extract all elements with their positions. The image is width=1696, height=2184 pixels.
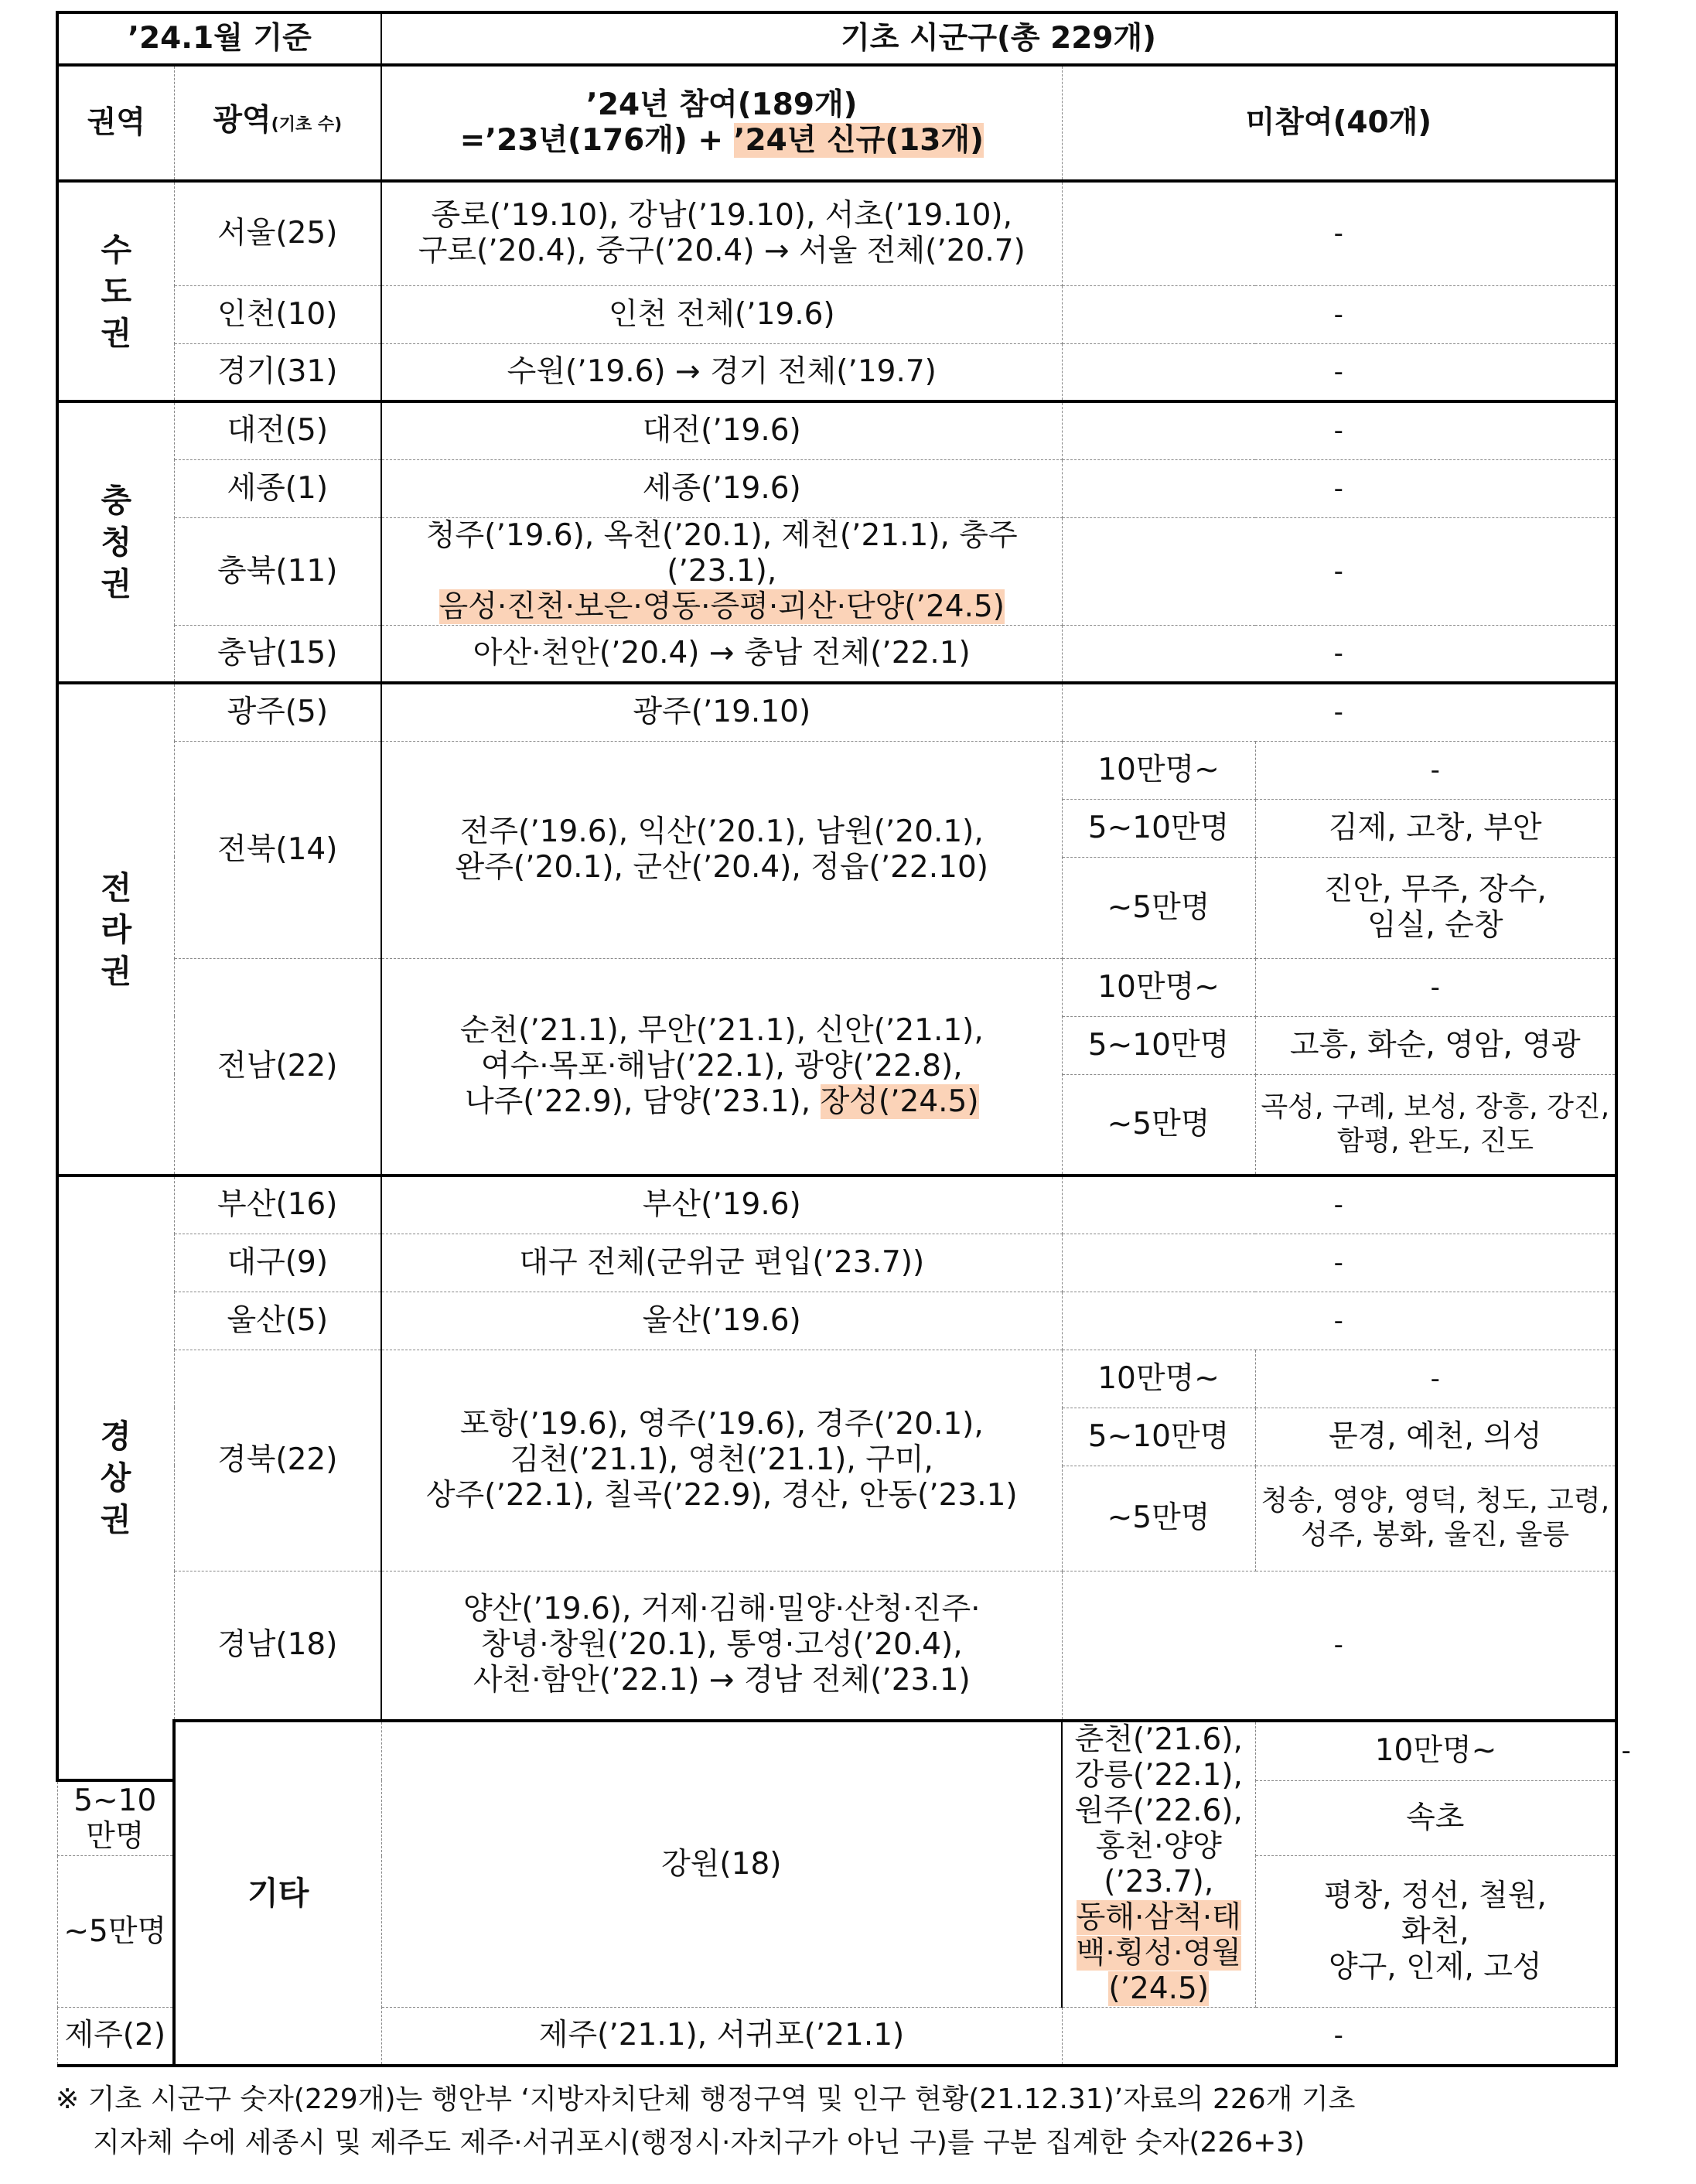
- nonpart-busan: -: [1062, 1176, 1616, 1234]
- region-jeolla: 전 라 권: [57, 683, 174, 1176]
- nonpart-gangwon-50k-100k: 속초: [1255, 1780, 1616, 1855]
- nonpart-seoul: -: [1062, 181, 1616, 285]
- nonpart-daejeon: -: [1062, 401, 1616, 459]
- pop-band-under-50k-gangwon: ~5만명: [57, 1856, 174, 2008]
- participate-busan: 부산(’19.6): [381, 1176, 1062, 1234]
- metro-jeonbuk: 전북(14): [174, 741, 381, 958]
- metro-jeonnam: 전남(22): [174, 958, 381, 1176]
- new-highlight: 장성(’24.5): [820, 1083, 979, 1119]
- participate-jeonnam: 순천(’21.1), 무안(’21.1), 신안(’21.1), 여수·목포·해남(’22.1), 광양(’22.8), 나주(’22.9), 담양(’23.1), 장성(’24.5): [381, 958, 1062, 1176]
- pop-band-50k-100k-jeonnam: 5~10만명: [1062, 1016, 1255, 1074]
- nonpart-jeonnam-100k: -: [1255, 958, 1616, 1016]
- new-highlight: 동해·삼척·태백·횡성·영월(’24.5): [1076, 1900, 1241, 2006]
- nonpart-gyeongbuk-under-50k: 청송, 영양, 영덕, 청도, 고령, 성주, 봉화, 울진, 울릉: [1255, 1466, 1616, 1571]
- pop-band-100k-gyeongbuk: 10만명~: [1062, 1350, 1255, 1408]
- nonpart-chungnam: -: [1062, 625, 1616, 683]
- pop-band-50k-100k-jeonbuk: 5~10만명: [1062, 799, 1255, 857]
- participate-sejong: 세종(’19.6): [381, 459, 1062, 517]
- new-highlight: 음성·진천·보은·영동·증평·괴산·단양(’24.5): [439, 589, 1005, 624]
- document: [56, 11, 1631, 2165]
- region-etc: 기타: [174, 1721, 381, 2066]
- participate-chungbuk: 청주(’19.6), 옥천(’20.1), 제천(’21.1), 충주(’23.1), 음성·진천·보은·영동·증평·괴산·단양(’24.5): [381, 517, 1062, 625]
- metro-gwangju: 광주(5): [174, 683, 381, 741]
- nonpart-incheon: -: [1062, 285, 1616, 343]
- nonpart-jeonnam-under-50k: 곡성, 구례, 보성, 장흥, 강진, 함평, 완도, 진도: [1255, 1074, 1616, 1176]
- metro-sejong: 세종(1): [174, 459, 381, 517]
- region-gyeongsang: 경 상 권: [57, 1176, 174, 1780]
- metro-chungbuk: 충북(11): [174, 517, 381, 625]
- footnote-line-1: ※ 기초 시군구 숫자(229개)는 행안부 ‘지방자치단체 행정구역 및 인구 현황(21.12.31)’자료의 226개 기초: [56, 2083, 1356, 2115]
- nonpart-chungbuk: -: [1062, 517, 1616, 625]
- nonpart-gyeonggi: -: [1062, 343, 1616, 401]
- metro-gyeongbuk: 경북(22): [174, 1350, 381, 1571]
- metro-gyeonggi: 경기(31): [174, 343, 381, 401]
- region-capital: 수 도 권: [57, 181, 174, 401]
- participate-daegu: 대구 전체(군위군 편입(’23.7)): [381, 1234, 1062, 1292]
- nonpart-ulsan: -: [1062, 1292, 1616, 1350]
- nonpart-sejong: -: [1062, 459, 1616, 517]
- new-highlight: ’24년 신규(13개): [733, 123, 984, 158]
- participate-chungnam: 아산·천안(’20.4) → 충남 전체(’22.1): [381, 625, 1062, 683]
- metro-jeju: 제주(2): [57, 2008, 174, 2066]
- header-metro: 광역(기초 수): [174, 65, 381, 181]
- participate-gwangju: 광주(’19.10): [381, 683, 1062, 741]
- pop-band-100k-jeonbuk: 10만명~: [1062, 741, 1255, 799]
- nonpart-gwangju: -: [1062, 683, 1616, 741]
- metro-daegu: 대구(9): [174, 1234, 381, 1292]
- participate-seoul: 종로(’19.10), 강남(’19.10), 서초(’19.10), 구로(’20.4), 중구(’20.4) → 서울 전체(’20.7): [381, 181, 1062, 285]
- metro-chungnam: 충남(15): [174, 625, 381, 683]
- pop-band-100k-gangwon: 10만명~: [1255, 1721, 1616, 1780]
- participate-daejeon: 대전(’19.6): [381, 401, 1062, 459]
- nonpart-gangwon-under-50k: 평창, 정선, 철원, 화천, 양구, 인제, 고성: [1255, 1856, 1616, 2008]
- metro-ulsan: 울산(5): [174, 1292, 381, 1350]
- nonpart-gyeongbuk-50k-100k: 문경, 예천, 의성: [1255, 1408, 1616, 1466]
- nonpart-jeonbuk-under-50k: 진안, 무주, 장수, 임실, 순창: [1255, 857, 1616, 958]
- participate-incheon: 인천 전체(’19.6): [381, 285, 1062, 343]
- metro-busan: 부산(16): [174, 1176, 381, 1234]
- metro-gangwon: 강원(18): [381, 1721, 1062, 2008]
- participate-gyeongbuk: 포항(’19.6), 영주(’19.6), 경주(’20.1), 김천(’21.1), 영천(’21.1), 구미, 상주(’22.1), 칠곡(’22.9), 경산, 안동(’23.1): [381, 1350, 1062, 1571]
- nonpart-gyeongbuk-100k: -: [1255, 1350, 1616, 1408]
- table-title: 기초 시군구(총 229개): [381, 12, 1616, 65]
- nonpart-jeonnam-50k-100k: 고흥, 화순, 영암, 영광: [1255, 1016, 1616, 1074]
- nonpart-gyeongnam: -: [1062, 1571, 1616, 1721]
- region-chungcheong: 충 청 권: [57, 401, 174, 683]
- pop-band-50k-100k-gyeongbuk: 5~10만명: [1062, 1408, 1255, 1466]
- pop-band-under-50k-jeonbuk: ~5만명: [1062, 857, 1255, 958]
- metro-seoul: 서울(25): [174, 181, 381, 285]
- metro-gyeongnam: 경남(18): [174, 1571, 381, 1721]
- footnote: [56, 2078, 1615, 2165]
- pop-band-100k-jeonnam: 10만명~: [1062, 958, 1255, 1016]
- nonpart-daegu: -: [1062, 1234, 1616, 1292]
- footnote-line-2: 지자체 수에 세종시 및 제주도 제주·서귀포시(행정시·자치구가 아닌 구)를 구분 집계한 숫자(226+3): [93, 2126, 1305, 2158]
- participate-gyeonggi: 수원(’19.6) → 경기 전체(’19.7): [381, 343, 1062, 401]
- metro-daejeon: 대전(5): [174, 401, 381, 459]
- pop-band-under-50k-gyeongbuk: ~5만명: [1062, 1466, 1255, 1571]
- basis-date: ’24.1월 기준: [57, 12, 381, 65]
- nonpart-jeonbuk-100k: -: [1255, 741, 1616, 799]
- nonpart-jeonbuk-50k-100k: 김제, 고창, 부안: [1255, 799, 1616, 857]
- pop-band-50k-100k-gangwon: 5~10만명: [57, 1780, 174, 1855]
- metro-incheon: 인천(10): [174, 285, 381, 343]
- participate-jeju: 제주(’21.1), 서귀포(’21.1): [381, 2008, 1062, 2066]
- participation-table: ’24.1월 기준 기초 시군구(총 229개) 권역 광역(기초 수) ’24년 참여(189개) =’23년(176개) + ’24년 신규(13개) 미참여(40개) 수 도 권 서울(25) 종로(’19.10), 강남(’19.10), 서초(’19.10), 구로(’20.4), 중구(’20.4) → 서울 전체(’20.7) - 인천(10) 인천 전체(’19.6) - 경기(31) 수원(’19.6) → 경기 전체(’19.7) - 충 청 권 대전(5) 대전(’19.6) - 세종(1) 세종(’19.6) - 충북(11) 청주(’19.6), 옥천(’20.1), 제천(’21.1), 충주(’23.1), 음성·진천·보은·영동·증평·괴산·단양(’24.5) - 충남(15) 아산·천안(’20.4) → 충남 전체(’22.1) - 전 라 권 광주(5) 광주(’19.10) - 전북(14) 전주(’19.6), 익산(’20.1), 남원(’20.1), 완주(’20.1), 군산(’20.4), 정읍(’22.10) 10만명~ - 5~10만명 김제, 고창, 부안 ~5만명 진안, 무주, 장수, 임실, 순창 전남(22) 순천(’21.1), 무안(’21.1), 신안(’21.1), 여수·목포·해남(’22.1), 광양(’22.8), 나주(’22.9), 담양(’23.1), 장성(’24.5) 10만명~ - 5~10만명 고흥, 화순, 영암, 영광 ~5만명 곡성, 구례, 보성, 장흥, 강진, 함평, 완도, 진도 경 상 권 부산(16) 부산(’19.6) - 대구(9) 대구 전체(군위군 편입(’23.7)) - 울산(5) 울산(’19.6) - 경북(22) 포항(’19.6), 영주(’19.6), 경주(’20.1), 김천(’21.1), 영천(’21.1), 구미, 상주(’22.1), 칠곡(’22.9), 경산, 안동(’23.1) 10만명~ - 5~10만명 문경, 예천, 의성 ~5만명 청송, 영양, 영덕, 청도, 고령, 성주, 봉화, 울진, 울릉 경남(18) 양산(’19.6), 거제·김해·밀양·산청·진주· 창녕·창원(’20.1), 통영·고성(’20.4), 사천·함안(’22.1) → 경남 전체(’23.1) - 기타 강원(18) 춘천(’21.6), 강릉(’22.1), 원주(’22.6), 홍천·양양(’23.7), 동해·삼척·태백·횡성·영월(’24.5) 10만명~ - 5~10만명 속초 ~5만명 평창, 정선, 철원, 화천, 양구, 인제, 고성 제주(2) 제주(’21.1), 서귀포(’21.1) -: [56, 11, 1618, 2067]
- participate-gangwon: 춘천(’21.6), 강릉(’22.1), 원주(’22.6), 홍천·양양(’23.7), 동해·삼척·태백·횡성·영월(’24.5): [1062, 1721, 1255, 2008]
- header-participate: ’24년 참여(189개) =’23년(176개) + ’24년 신규(13개): [381, 65, 1062, 181]
- participate-gyeongnam: 양산(’19.6), 거제·김해·밀양·산청·진주· 창녕·창원(’20.1), 통영·고성(’20.4), 사천·함안(’22.1) → 경남 전체(’23.1): [381, 1571, 1062, 1721]
- header-nonparticipate: 미참여(40개): [1062, 65, 1616, 181]
- header-region: 권역: [57, 65, 174, 181]
- participate-jeonbuk: 전주(’19.6), 익산(’20.1), 남원(’20.1), 완주(’20.1), 군산(’20.4), 정읍(’22.10): [381, 741, 1062, 958]
- participate-ulsan: 울산(’19.6): [381, 1292, 1062, 1350]
- nonpart-jeju: -: [1062, 2008, 1616, 2066]
- pop-band-under-50k-jeonnam: ~5만명: [1062, 1074, 1255, 1176]
